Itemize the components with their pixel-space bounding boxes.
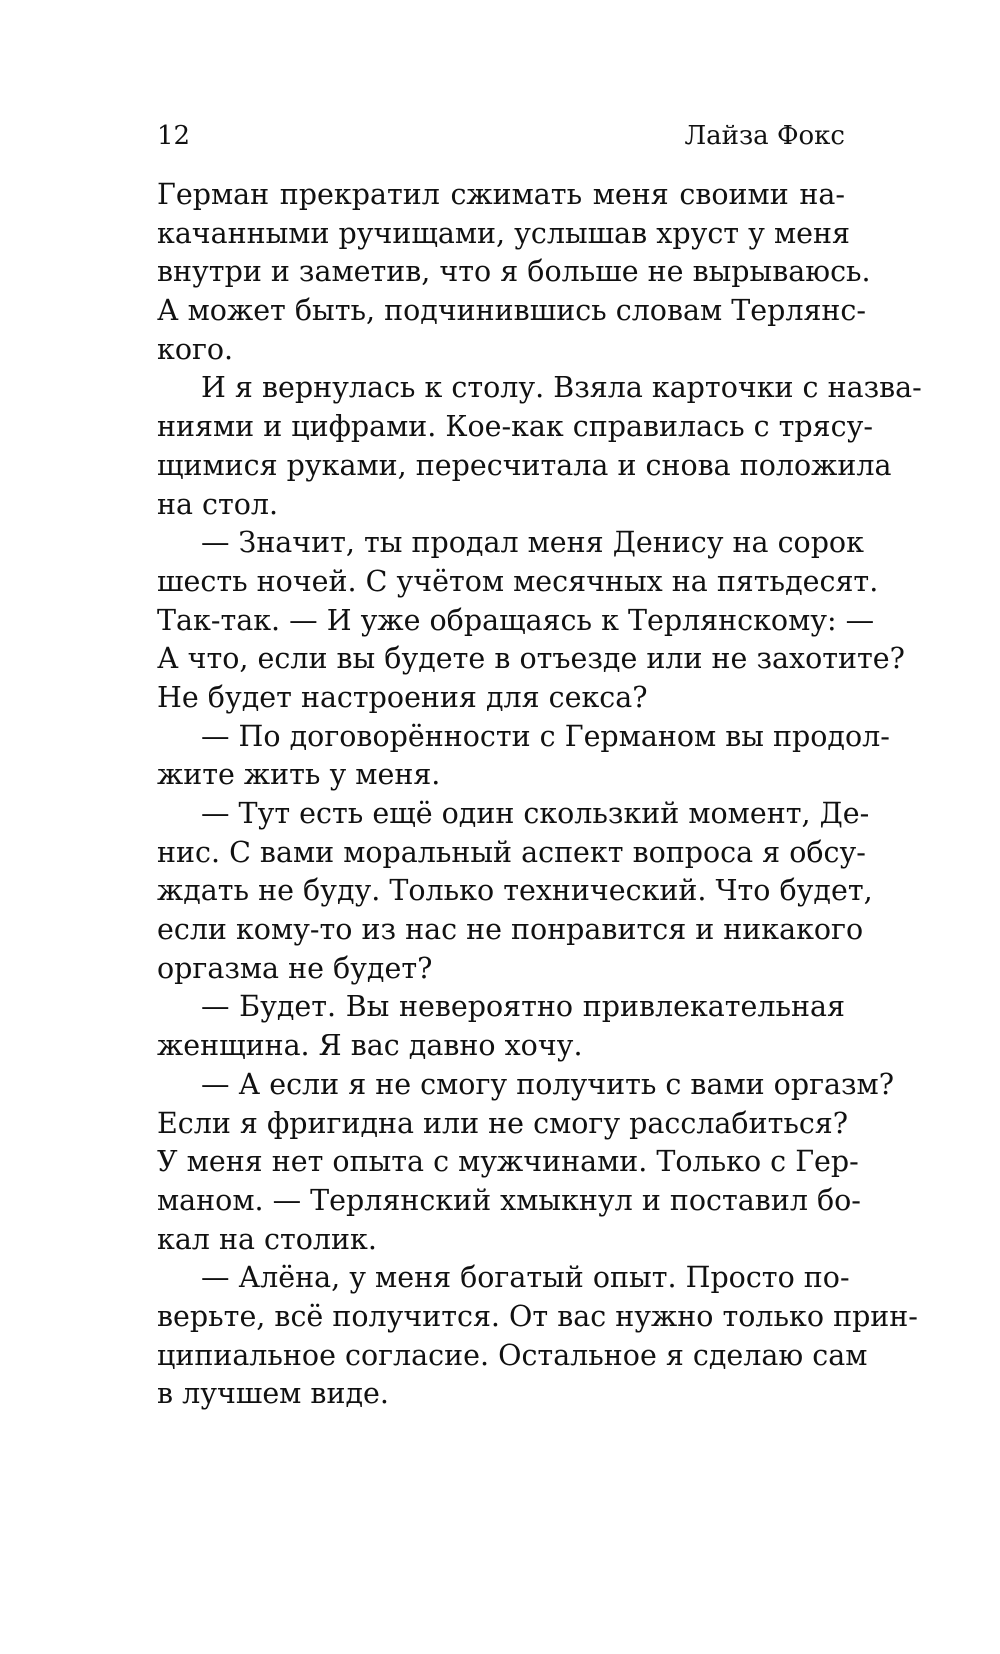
text-line: качанными ручищами, услышав хруст у меня [157,216,850,250]
body-text [157,176,922,1414]
text-line: в лучшем виде. [157,1377,389,1411]
text-line: А может быть, подчинившись словам Терлянс- [157,294,867,328]
text-line: — Тут есть ещё один скользкий момент, Де- [201,797,870,830]
page-number: 12 [157,121,191,151]
text-line: ципиальное согласие. Остальное я сделаю сам [157,1338,868,1372]
text-line: кал на столик. [157,1222,377,1256]
running-title-author: Лайза Фокс [684,121,845,151]
text-line: — А если я не смогу получить с вами оргазм? [201,1067,895,1101]
text-line: — Алёна, у меня богатый опыт. Просто по- [201,1261,850,1295]
text-line: Если я фригидна или не смогу расслабиться? [157,1106,849,1140]
text-line: оргазма не будет? [157,951,433,985]
text-line: внутри и заметив, что я больше не вырываюсь. [157,255,871,289]
text-line: щимися руками, пересчитала и снова положила [157,448,892,482]
text-line: И я вернулась к столу. Взяла карточки с назва- [201,371,922,405]
text-line: ждать не буду. Только технический. Что будет, [157,874,873,908]
text-line: Так-так. — И уже обращаясь к Терлянскому: — [157,603,875,637]
text-line: нис. С вами моральный аспект вопроса я обсу- [157,835,866,869]
running-header [157,118,845,154]
text-line: — По договорённости с Германом вы продол- [201,719,890,753]
text-line: Герман прекратил сжимать меня своими на- [157,178,845,211]
text-line: маном. — Терлянский хмыкнул и поставил бо- [157,1183,861,1217]
text-line: кого. [157,332,234,366]
text-line: А что, если вы будете в отъезде или не захотите? [157,642,905,676]
text-line: если кому-то из нас не понравится и никакого [157,913,864,947]
text-line: ниями и цифрами. Кое-как справилась с трясу- [157,410,874,444]
text-line: жите жить у меня. [157,758,441,792]
text-line: женщина. Я вас давно хочу. [157,1029,583,1063]
text-line: на стол. [157,487,279,521]
text-line: Не будет настроения для секса? [157,680,648,714]
text-line: верьте, всё получится. От вас нужно только прин- [157,1299,918,1333]
text-line: — Значит, ты продал меня Денису на сорок [201,526,864,560]
text-line: — Будет. Вы невероятно привлекательная [201,990,845,1024]
text-line: У меня нет опыта с мужчинами. Только с Гер- [157,1145,859,1179]
text-line: шесть ночей. С учётом месячных на пятьдесят. [157,564,879,598]
